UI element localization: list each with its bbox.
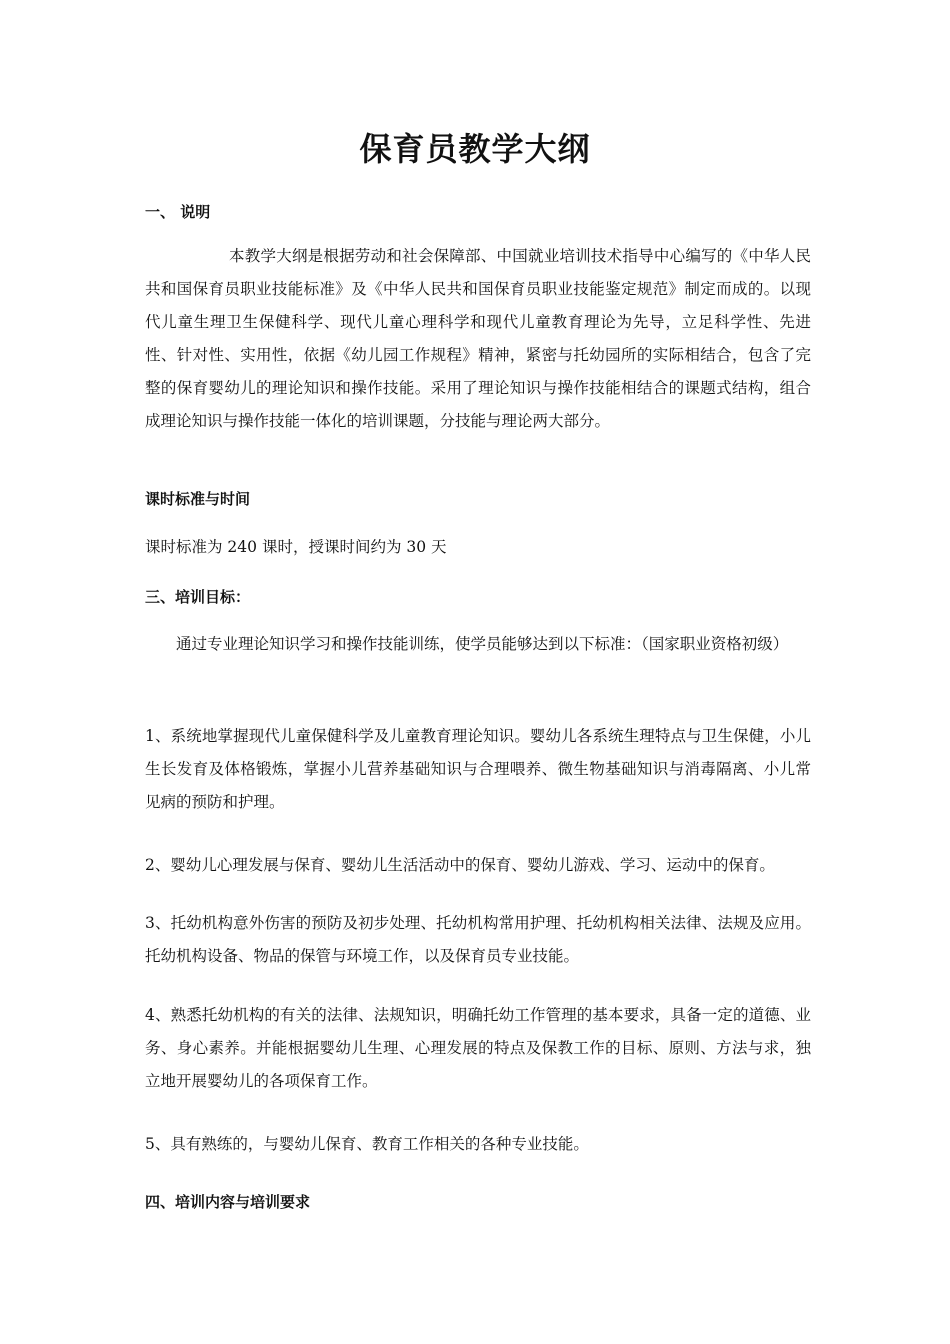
goal-item-4: 4、熟悉托幼机构的有关的法律、法规知识，明确托幼工作管理的基本要求，具备一定的道德、业务、身心素养。并能根据婴幼儿生理、心理发展的特点及保教工作的目标、原则、方法与求，独立地开展婴幼儿的各项保育工作。 [145,1006,811,1090]
explanation-paragraph: 本教学大纲是根据劳动和社会保障部、中国就业培训技术指导中心编写的《中华人民共和国保育员职业技能标准》及《中华人民共和国保育员职业技能鉴定规范》制定而成的。以现代儿童生理卫生保健科学、现代儿童心理科学和现代儿童教育理论为先导，立足科学性、先进性、针对性、实用性，依据《幼儿园工作规程》精神，紧密与托幼园所的实际相结合，包含了完整的保育婴幼儿的理论知识和操作技能。采用了理论知识与操作技能相结合的课题式结构，组合成理论知识与操作技能一体化的培训课题，分技能与理论两大部分。 [145,247,811,430]
page-title: 保育员教学大纲 [359,130,591,168]
goal-item-3: 3、托幼机构意外伤害的预防及初步处理、托幼机构常用护理、托幼机构相关法律、法规及应用。托幼机构设备、物品的保管与环境工作，以及保育员专业技能。 [145,914,811,965]
goal-item-5: 5、具有熟练的，与婴幼儿保育、教育工作相关的各种专业技能。 [145,1135,589,1153]
section-heading-explanation: 一、 说明 [145,203,211,221]
goal-item-1: 1、系统地掌握现代儿童保健科学及儿童教育理论知识。婴幼儿各系统生理特点与卫生保健，小儿生长发育及体格锻炼，掌握小儿营养基础知识与合理喂养、微生物基础知识与消毒隔离、小儿常见病的预防和护理。 [145,727,811,811]
section-heading-hours: 课时标准与时间 [145,490,251,508]
section-heading-content: 四、培训内容与培训要求 [145,1193,311,1211]
hours-paragraph: 课时标准为 240 课时，授课时间约为 30 天 [145,538,447,556]
goals-intro-paragraph: 通过专业理论知识学习和操作技能训练，使学员能够达到以下标准：（国家职业资格初级） [176,635,789,653]
section-heading-goals: 三、培训目标： [145,588,251,606]
goal-item-2: 2、婴幼儿心理发展与保育、婴幼儿生活活动中的保育、婴幼儿游戏、学习、运动中的保育。 [145,856,775,874]
